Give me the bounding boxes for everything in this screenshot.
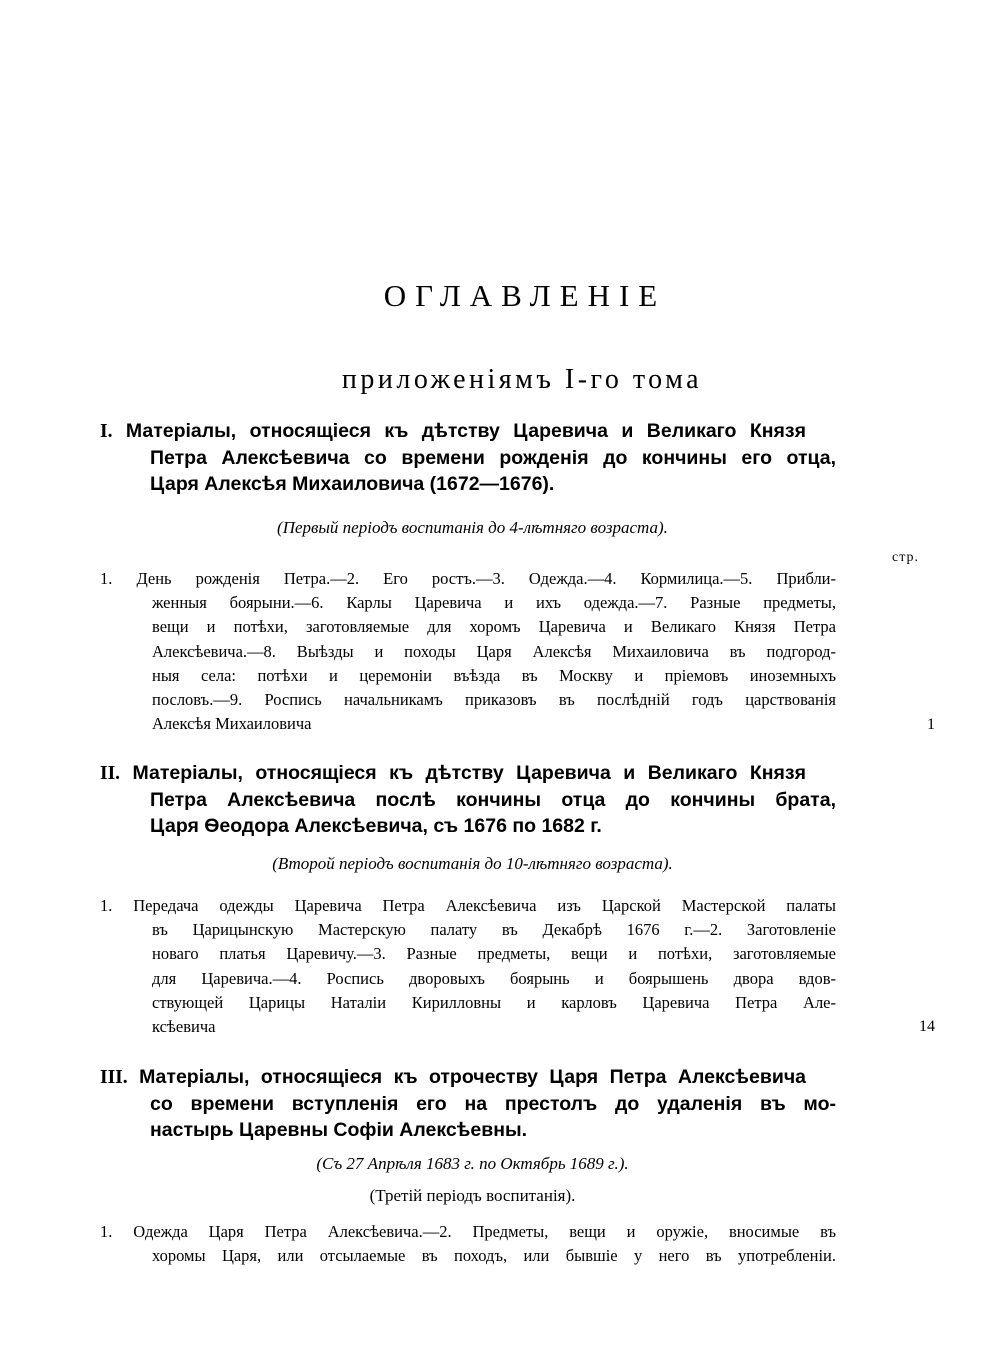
section-1-entry-line-6: пословъ.—9. Роспись начальникамъ приказовъ въ послѣднiй годъ царствованiя [152, 690, 836, 710]
section-2-heading [100, 760, 836, 839]
section-2-entry-line-1: 1. Передача одежды Царевича Петра Алексѣевича изъ Царской Мастерской палаты [100, 896, 837, 915]
section-3-heading [100, 1064, 836, 1143]
page-title: ОГЛАВЛЕНIЕ [383, 278, 667, 313]
section-2-heading-line-3: Царя Ѳеодора Алексѣевича, съ 1676 по 1682 г. [150, 815, 602, 837]
page-column-label: стр. [892, 550, 920, 565]
section-2-entry-line-3: новаго платья Царевичу.—3. Разные предметы, вещи и потѣхи, заготовляемые [152, 944, 836, 964]
section-2-numeral: II. [100, 763, 121, 784]
section-1-entry-line-3: вещи и потѣхи, заготовляемые для хоромъ Царевича и Великаго Князя Петра [152, 617, 836, 637]
section-1-entry-line-1: 1. День рожденiя Петра.—2. Его ростъ.—3. Одежда.—4. Кормилица.—5. Прибли- [100, 569, 837, 588]
section-3-period: (Третiй перiодъ воспитанiя). [369, 1186, 576, 1205]
section-3-entry-line-1: 1. Одежда Царя Петра Алексѣевича.—2. Предметы, вещи и оружiе, вносимые въ [100, 1222, 837, 1241]
section-1-heading-line-3: Царя Алексѣя Михаиловича (1672—1676). [150, 473, 555, 495]
section-2-entry-line-6: ксѣевича [152, 1017, 216, 1037]
section-1-entry-line-4: Алексѣевича.—8. Выѣзды и походы Царя Алексѣя Михаиловича въ подгород- [152, 641, 836, 661]
section-1-heading-line-2: Петра Алексѣевича со времени рожденiя до кончины его отца, [150, 447, 836, 469]
section-1-entry-line-5: ныя села: потѣхи и церемонiи въѣзда въ Москву и прiемовъ иноземныхъ [152, 665, 836, 685]
section-2-period: (Второй перiодъ воспитанiя до 10-лѣтняго возраста). [272, 854, 673, 873]
section-1-numeral: I. [100, 421, 113, 442]
section-1-page-number: 1 [927, 716, 935, 733]
section-1-heading [100, 418, 836, 497]
page-subtitle: приложенiямъ I-го тома [341, 364, 703, 395]
section-2-entry [100, 894, 836, 1039]
section-1-entry [100, 567, 836, 736]
section-3-heading-line-1: III. Матерiалы, относящiеся къ отрочеству Царя Петра Алексѣевича [100, 1066, 806, 1088]
section-3-period-dates: (Съ 27 Апрѣля 1683 г. по Октябрь 1689 г.). [316, 1154, 629, 1173]
section-3-numeral: III. [100, 1067, 128, 1088]
section-3-heading-line-3: настырь Царевны Софiи Алексѣевны. [150, 1119, 528, 1141]
section-2-heading-line-1: II. Матерiалы, относящiеся къ дѣтству Царевича и Великаго Князя [100, 762, 806, 784]
section-1-entry-line-7: Алексѣя Михаиловича [152, 714, 312, 734]
section-1-heading-line-1: I. Матерiалы, относящiеся къ дѣтству Царевича и Великаго Князя [100, 420, 806, 442]
section-2-entry-line-5: ствующей Царицы Наталiи Кирилловны и карловъ Царевича Петра Але- [152, 992, 836, 1012]
section-2-page-number: 14 [919, 1018, 935, 1035]
section-2-heading-line-2: Петра Алексѣевича послѣ кончины отца до кончины брата, [150, 789, 836, 811]
section-2-entry-line-4: для Царевича.—4. Роспись дворовыхъ боярынь и боярышень двора вдов- [152, 968, 836, 988]
section-1-period: (Первый перiодъ воспитанiя до 4-лѣтняго возраста). [277, 518, 668, 537]
section-3-heading-line-2: со времени вступленiя его на престолъ до удаленiя въ мо- [150, 1093, 836, 1115]
section-3-entry [100, 1220, 836, 1268]
section-1-entry-line-2: женныя боярыни.—6. Карлы Царевича и ихъ одежда.—7. Разные предметы, [152, 593, 836, 613]
section-2-entry-line-2: въ Царицынскую Мастерскую палату въ Декабрѣ 1676 г.—2. Заготовленiе [152, 920, 836, 940]
section-3-entry-line-2: хоромы Царя, или отсылаемые въ походъ, или бывшiе у него въ употребленiи. [152, 1246, 836, 1266]
